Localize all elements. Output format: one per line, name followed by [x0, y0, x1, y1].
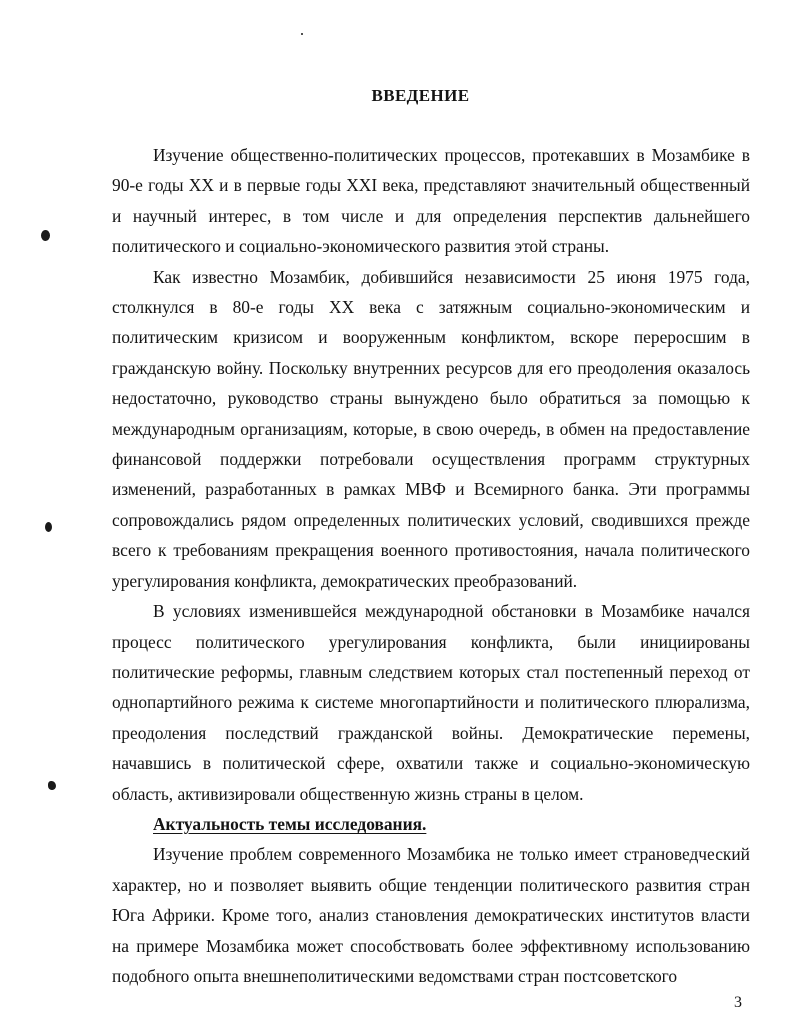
binding-hole-mark-bottom — [48, 781, 56, 790]
document-body — [112, 140, 750, 991]
paragraph-reforms: В условиях изменившейся международной обстановки в Мозамбике начался процесс политического урегулирования конфликта, были инициированы политические реформы, главным следствием которых стал постепенный переход от однопартийного режима к системе многопартийности и политического плюрализма, преодоления последствий гражданской войны. Демократические перемены, начавшись в политической сфере, охватили также и социально-экономическую область, активизировали общественную жизнь страны в целом. — [112, 601, 750, 804]
paragraph-relevance: Изучение проблем современного Мозамбика не только имеет страноведческий характер, но и позволяет выявить общие тенденции политического развития стран Юга Африки. Кроме того, анализ становления демократических институтов власти на примере Мозамбика может способствовать более эффективному использованию подобного опыта внешнеполитическими ведомствами стран постсоветского — [112, 844, 750, 986]
page-number: 3 — [734, 994, 742, 1011]
subheading-text: Актуальность темы исследования. — [153, 813, 427, 834]
paragraph-background: Как известно Мозамбик, добившийся независимости 25 июня 1975 года, столкнулся в 80-е годы XX века с затяжным социально-экономическим и политическим кризисом и вооруженным конфликтом, вскоре переросшим в гражданскую войну. Поскольку внутренних ресурсов для его преодоления оказалось недостаточно, руководство страны вынуждено было обратиться за помощью к международным организациям, которые, в свою очередь, в обмен на предоставление финансовой поддержки потребовали осуществления программ структурных изменений, разработанных в рамках МВФ и Всемирного банка. Эти программы сопровождались рядом определенных политических условий, сводившихся прежде всего к требованиям прекращения военного противостояния, начала политического урегулирования конфликта, демократических преобразований. — [112, 266, 750, 591]
binding-hole-mark-middle — [45, 522, 52, 532]
page-title: ВВЕДЕНИЕ — [371, 86, 470, 105]
scan-speck — [301, 33, 303, 35]
binding-hole-mark-top — [41, 230, 50, 241]
section-subheading — [112, 809, 750, 839]
paragraph-intro: Изучение общественно-политических процессов, протекавших в Мозамбике в 90-е годы XX и в первые годы XXI века, представляют значительный общественный и научный интерес, в том числе и для определения перспектив дальнейшего политического и социально-экономического развития этой страны. — [112, 145, 750, 257]
